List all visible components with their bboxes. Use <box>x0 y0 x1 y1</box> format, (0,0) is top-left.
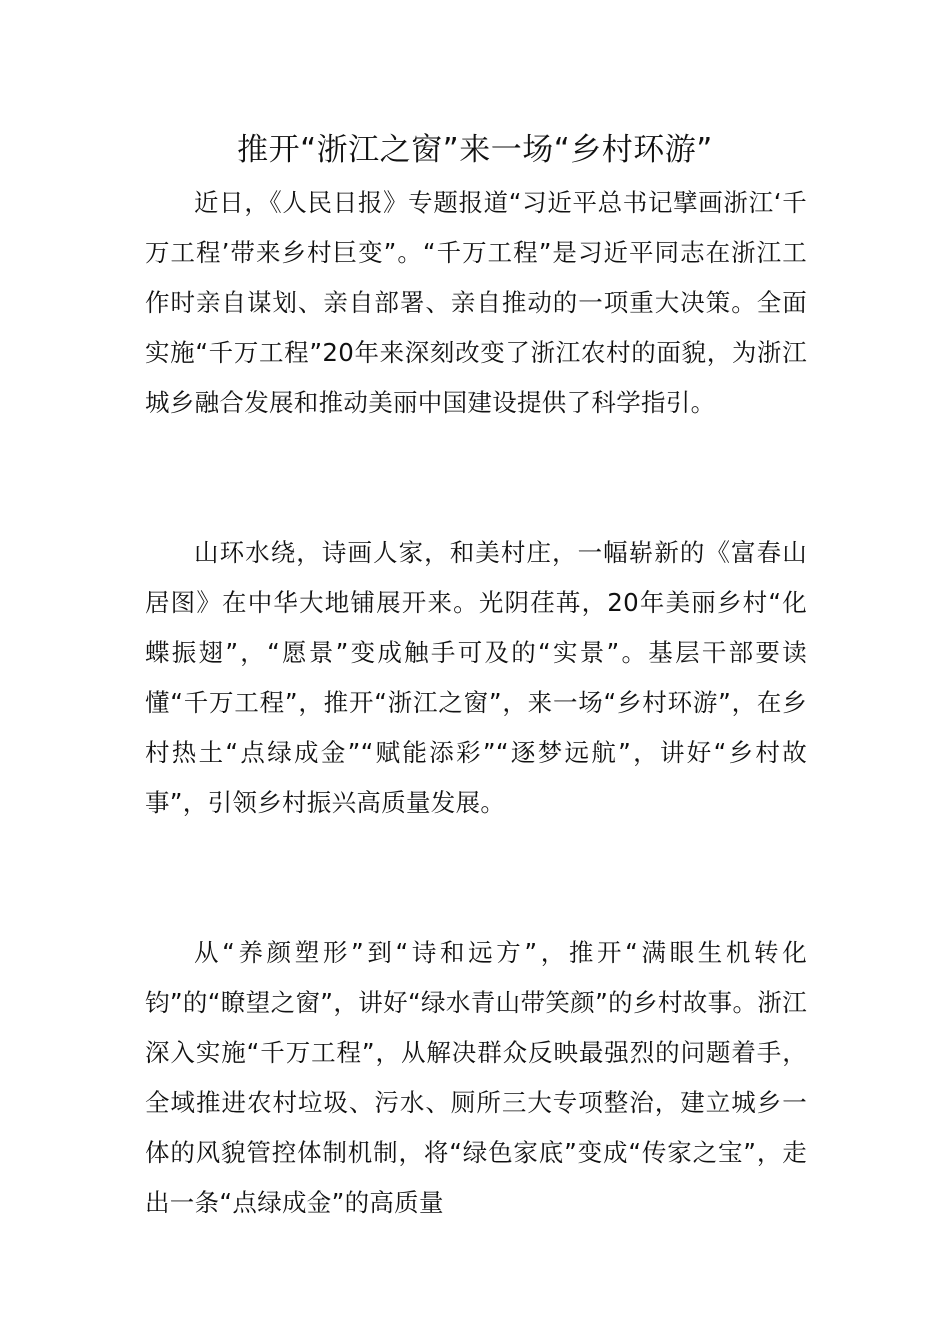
paragraph-3: 从“养颜塑形”到“诗和远方”，推开“满眼生机转化钧”的“瞭望之窗”，讲好“绿水青山带笑颜”的乡村故事。浙江深入实施“千万工程”，从解决群众反映最强烈的问题着手，全域推进农村垃圾、污水、厕所三大专项整治，建立城乡一体的风貌管控体制机制，将“绿色家底”变成“传家之宝”，走出一条“点绿成金”的高质量 <box>145 938 807 1217</box>
document-title: 推开“浙江之窗”来一场“乡村环游” <box>237 132 713 168</box>
paragraph-2: 山环水绕，诗画人家，和美村庄，一幅崭新的《富春山居图》在中华大地铺展开来。光阴荏苒，20年美丽乡村“化蝶振翅”，“愿景”变成触手可及的“实景”。基层干部要读懂“千万工程”，推开“浙江之窗”，来一场“乡村环游”，在乡村热土“点绿成金”“赋能添彩”“逐梦远航”，讲好“乡村故事”，引领乡村振兴高质量发展。 <box>145 538 807 817</box>
document-body <box>145 178 807 1328</box>
paragraph-1: 近日，《人民日报》专题报道“习近平总书记擘画浙江‘千万工程’带来乡村巨变”。“千万工程”是习近平同志在浙江工作时亲自谋划、亲自部署、亲自推动的一项重大决策。全面实施“千万工程”20年来深刻改变了浙江农村的面貌，为浙江城乡融合发展和推动美丽中国建设提供了科学指引。 <box>145 188 807 417</box>
